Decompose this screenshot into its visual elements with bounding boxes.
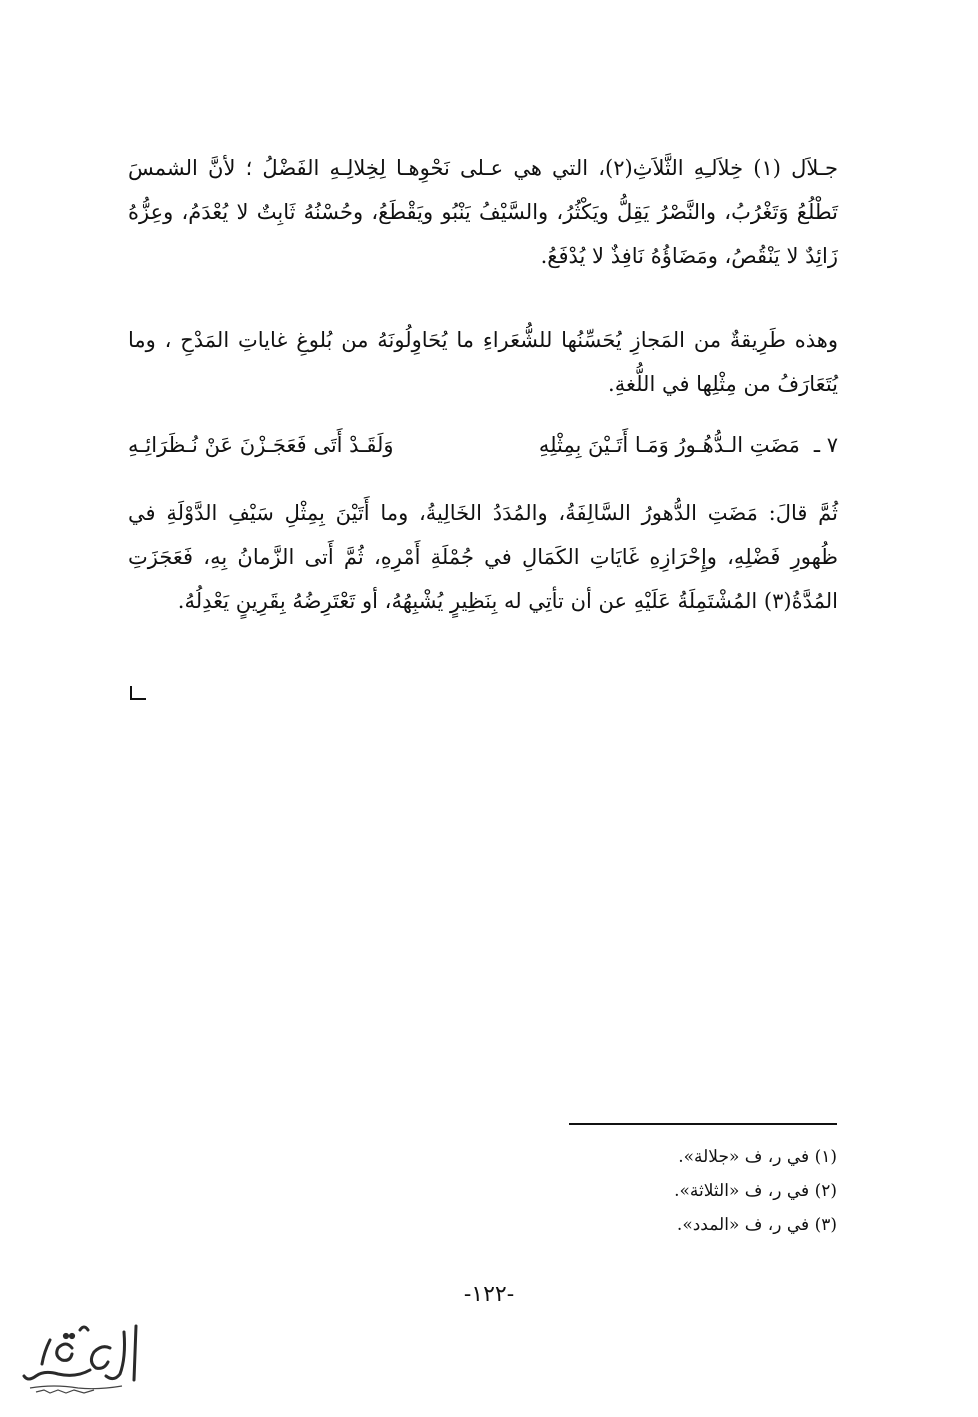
footnote-2: (٢) في ر، ف «الثلاثة».	[674, 1181, 837, 1201]
footnote-separator	[569, 1123, 837, 1125]
verse-number: ٧ ـ	[813, 433, 838, 457]
paragraph-2: وهذه طَرِيقةٌ من المَجازِ يُحَسِّنُها للشُّعَراءِ ما يُحَاوِلُونَهُ من بُلوغِ غاياتِ المَدْحِ ، وما يُتَعَارَفُ من مِثْلِها في اللُّغةِ.	[128, 328, 838, 396]
footnotes	[569, 1140, 837, 1242]
paragraph-1: جـلاَل (١) خِلاَلـِهِ الثَّلاَثِ(٢)، التي هي عـلى نَحْوِهـا لِخِلالِـهِ الفَضْلُ ؛ لأنَّ الشمسَ تَطْلُعُ وَتَغْرُبُ، والنَّصْرُ يَقِلُّ ويَكْثُرُ، والسَّيْفُ يَنْبُو ويَقْطَعُ، وحُسْنُهُ ثَابِتٌ لا يُعْدَمُ، وعِزُّهُ زَائِدٌ لا يَنْقُصُ، ومَضَاؤُهُ نَافِذٌ لا يُدْفَعُ.	[128, 156, 838, 268]
verse-second-hemistich: وَلَقَـدْ أَتَى فَعَجَـزْنَ عَنْ نُـظَرَائِـهِ	[128, 433, 394, 457]
section-end-mark	[130, 686, 146, 700]
page-number: -١٢٢-	[463, 1282, 515, 1307]
footnote-3: (٣) في ر، ف «المدد».	[676, 1215, 837, 1235]
paragraph-3: ثُمَّ قالَ: مَضَتِ الدُّهورُ السَّالِفَةُ، والمُدَدُ الخَالِيةُ، وما أَتَيْنَ بِمِثْلِ سَيْفِ الدَّوْلَةِ في ظُهورِ فَضْلِهِ، وإِحْرَازِهِ غَايَاتِ الكَمَالِ في جُمْلَةِ أَمْرِهِ، ثُمَّ أَتى الزَّمانُ بِهِ، فَعَجَزَتِ المُدَّةُ(٣) المُشْتَمِلَةُ عَلَيْهِ عن أن تأتِي له بِنَظِيرٍ يُشْبِهُهُ، أو تَعْتَرِضُهُ بِقَرِينٍ يَعْدِلُهُ.	[128, 501, 838, 613]
footnote-1: (١) في ر، ف «جلالة».	[678, 1147, 837, 1167]
library-calligraphy-logo-icon	[14, 1318, 144, 1398]
poem-verse	[128, 423, 838, 467]
verse-first-hemistich: مَضَتِ الـدُّهُـورُ وَمَـا أَتَـيْنَ بِمِثْلِهِ	[538, 433, 800, 457]
